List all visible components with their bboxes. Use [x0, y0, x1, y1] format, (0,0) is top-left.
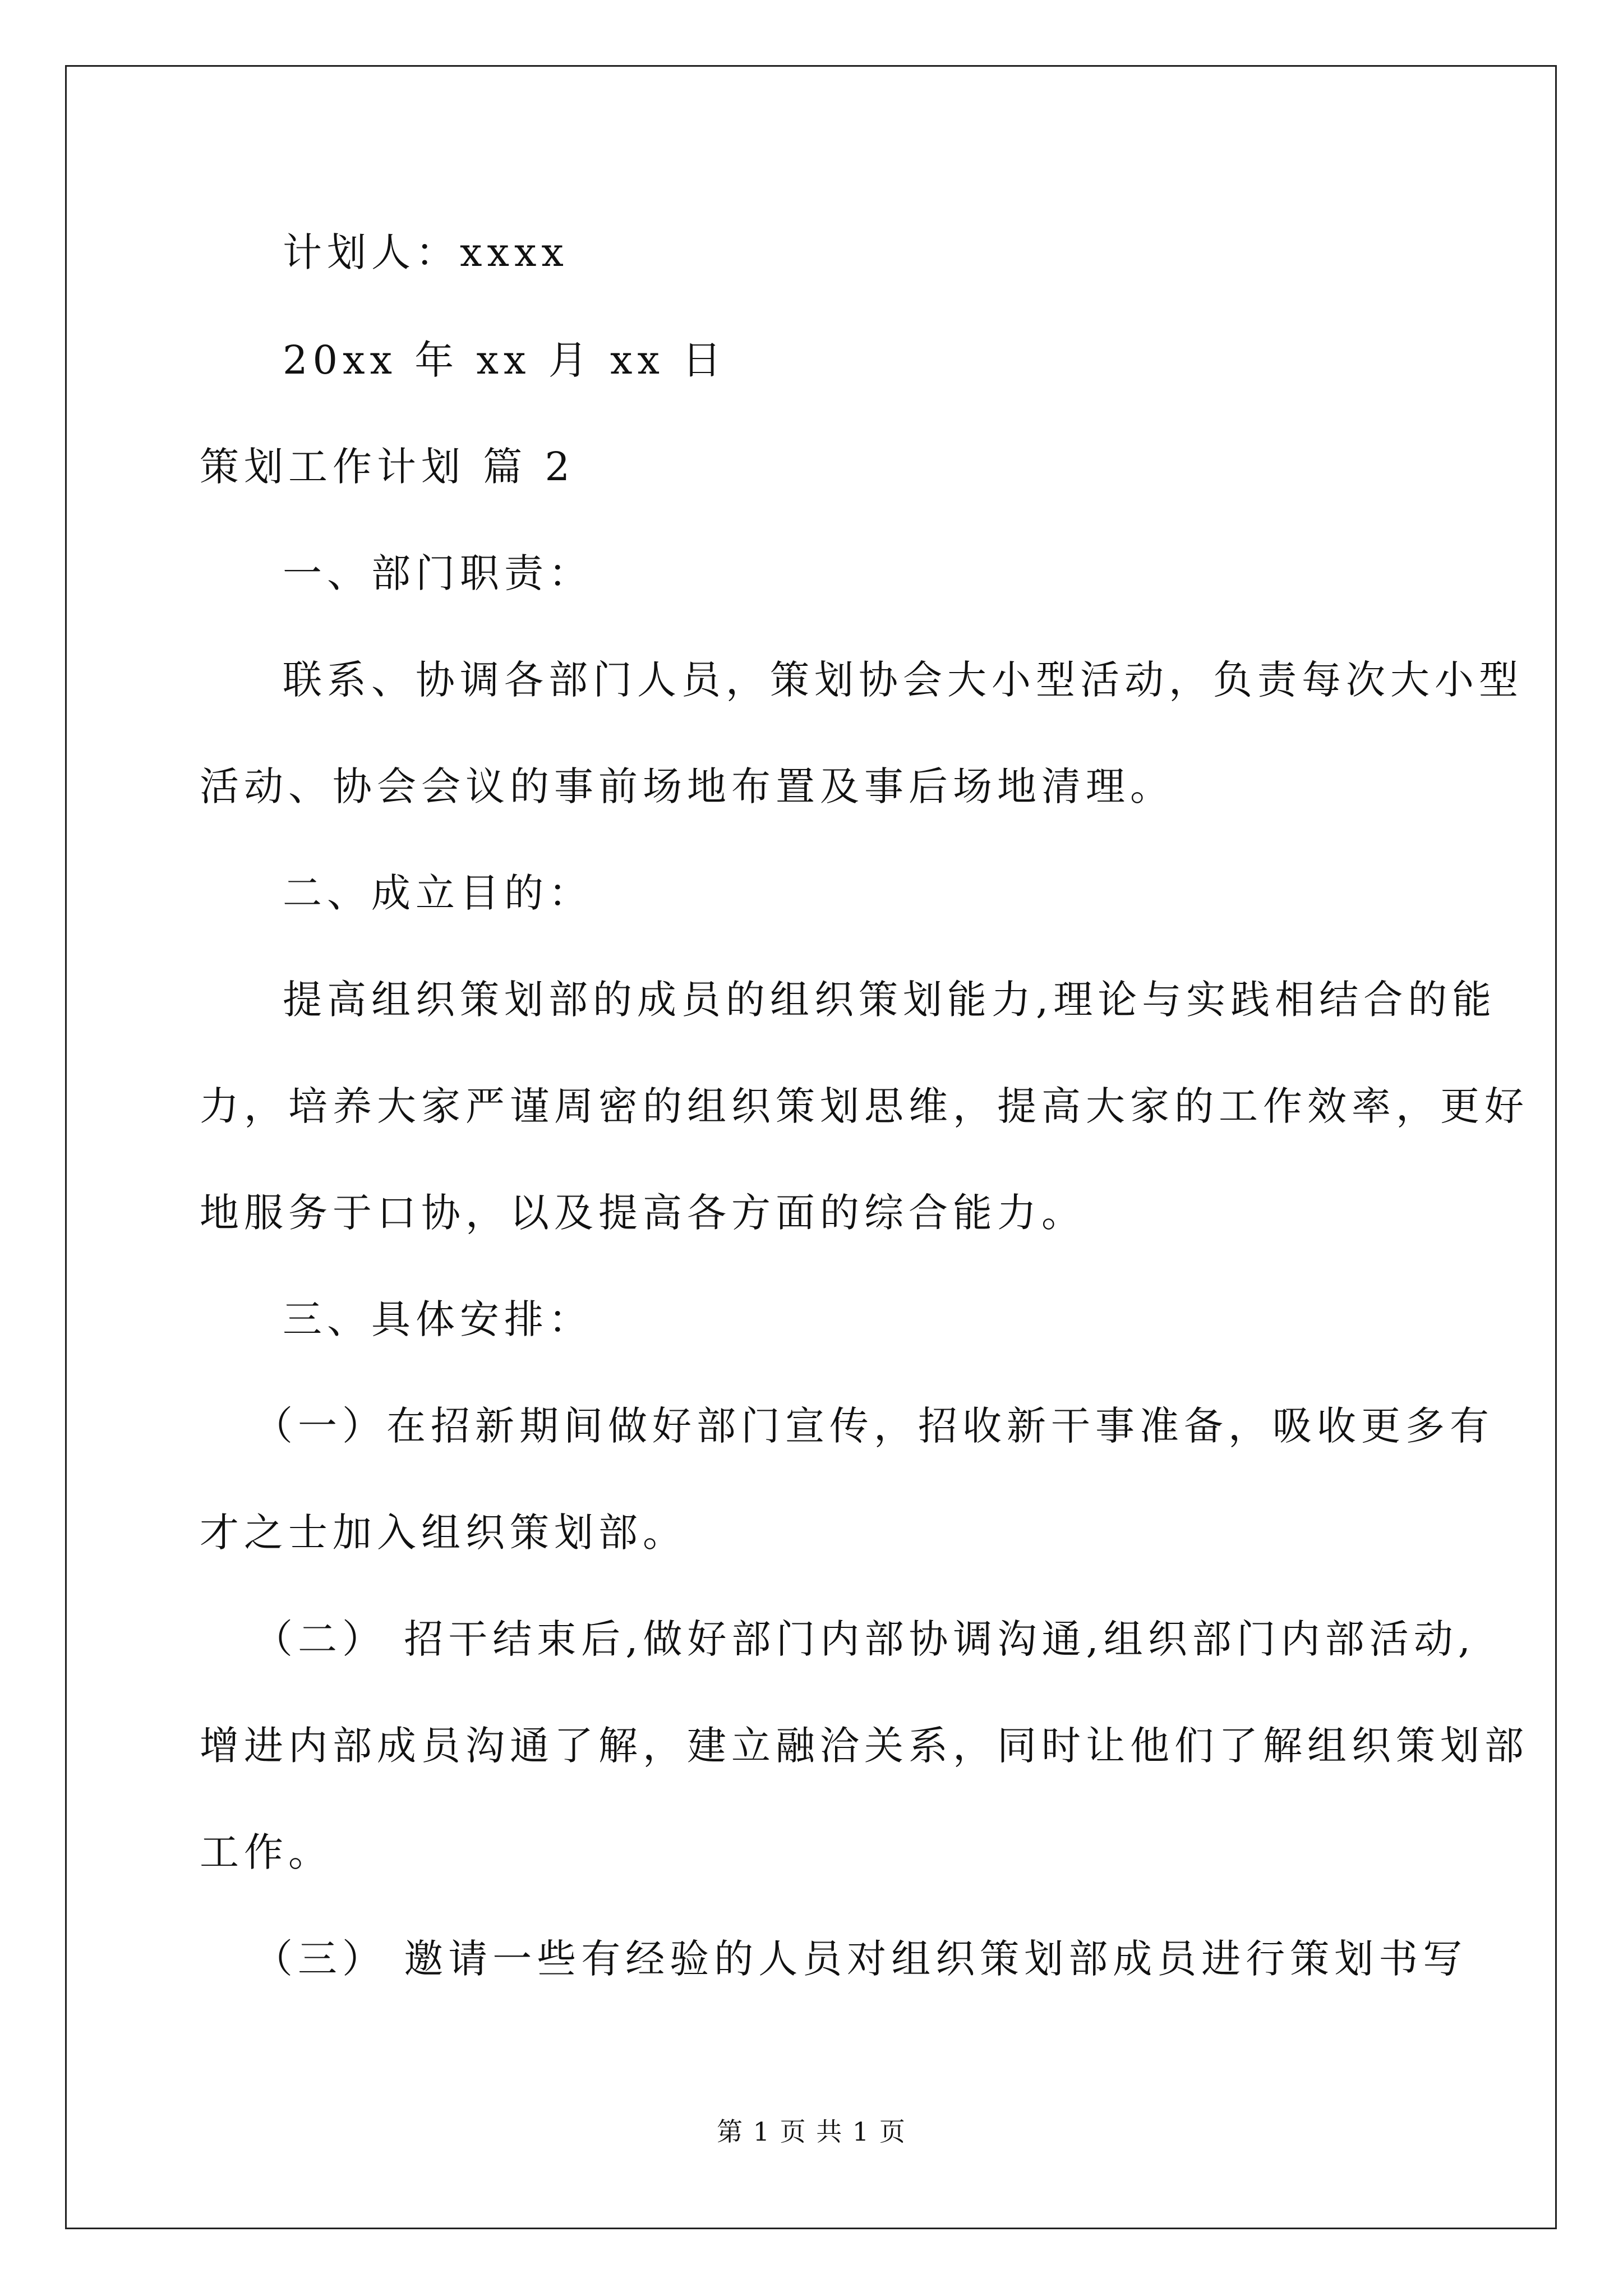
section-title: 策划工作计划 篇 2: [200, 444, 575, 490]
list-item-line: （二） 招干结束后,做好部门内部协调沟通,组织部门内部活动,: [253, 1616, 1476, 1662]
paragraph-line: 地服务于口协，以及提高各方面的综合能力。: [200, 1190, 1086, 1236]
heading-arrangement: 三、具体安排：: [283, 1296, 593, 1342]
paragraph-line: 活动、协会会议的事前场地布置及事后场地清理。: [200, 763, 1174, 809]
list-item-line: 才之士加入组织策划部。: [200, 1510, 687, 1556]
list-item-line: （三） 邀请一些有经验的人员对组织策划部成员进行策划书写: [253, 1936, 1468, 1982]
page-footer: 第 1 页 共 1 页: [717, 2116, 906, 2147]
paragraph-line: 力，培养大家严谨周密的组织策划思维，提高大家的工作效率，更好: [200, 1083, 1529, 1129]
heading-duties: 一、部门职责：: [283, 550, 593, 596]
page-border: [65, 65, 1557, 2229]
paragraph-line: 提高组织策划部的成员的组织策划能力,理论与实践相结合的能: [283, 977, 1497, 1023]
list-item-line: 增进内部成员沟通了解，建立融洽关系，同时让他们了解组织策划部: [200, 1723, 1529, 1769]
paragraph-line: 联系、协调各部门人员，策划协会大小型活动，负责每次大小型: [283, 657, 1523, 703]
planner-line: 计划人：xxxx: [283, 229, 569, 275]
list-item-line: （一）在招新期间做好部门宣传，招收新干事准备，吸收更多有: [253, 1403, 1494, 1449]
list-item-line: 工作。: [200, 1829, 333, 1875]
date-line: 20xx 年 xx 月 xx 日: [283, 337, 727, 383]
heading-purpose: 二、成立目的：: [283, 870, 593, 916]
